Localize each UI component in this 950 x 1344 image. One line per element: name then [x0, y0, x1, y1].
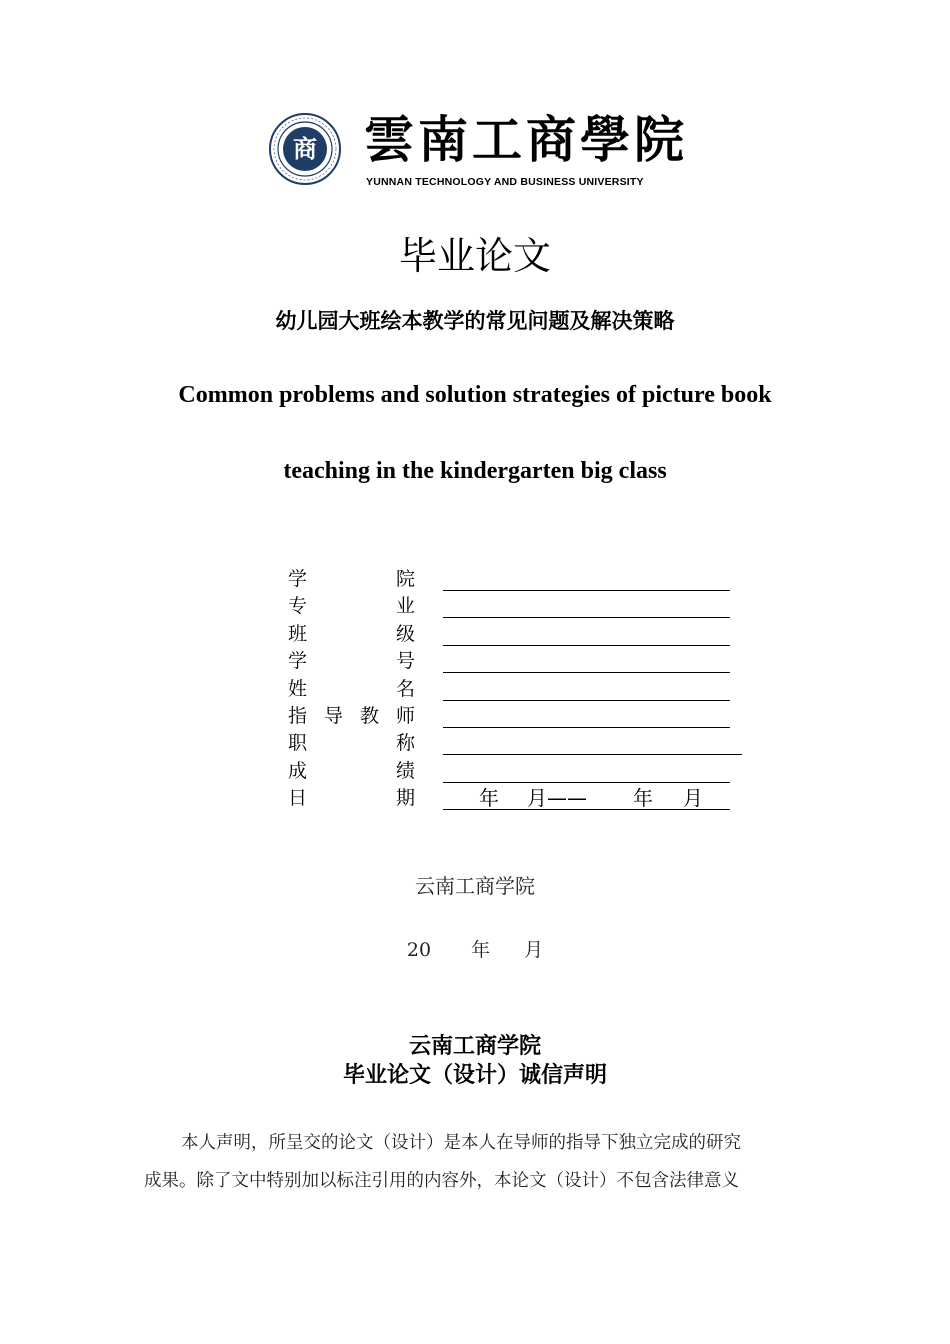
declaration-title-line2: 毕业论文（设计）诚信声明 [342, 1063, 607, 1088]
form-row-major [288, 593, 748, 620]
field-underline [443, 727, 730, 728]
field-underline [443, 809, 730, 810]
seal-character: 商 [293, 134, 317, 163]
form-row-student-id [288, 648, 748, 675]
field-label: 学 号 [288, 650, 416, 673]
declaration-line: 本人声明，所呈交的论文（设计）是本人在导师的指导下独立完成的研究 [181, 1133, 741, 1153]
field-label: 学 院 [288, 568, 416, 590]
school-name-english: YUNNAN TECHNOLOGY AND BUSINESS UNIVERSITY [366, 176, 644, 188]
form-row-college [288, 566, 748, 593]
field-label: 职 称 [288, 732, 416, 755]
university-seal-icon [268, 112, 342, 186]
field-underline [443, 754, 742, 755]
thesis-title-english-line2: teaching in the kindergarten big class [283, 458, 667, 484]
form-row-name [288, 676, 748, 703]
form-row-class [288, 621, 748, 648]
field-label: 日 期 [288, 787, 416, 810]
field-label: 指 导 教 师 [288, 704, 416, 727]
form-row-date: 日 期 年 月—— 年 月 [288, 785, 748, 812]
field-underline [443, 700, 730, 701]
form-row-grade [288, 758, 748, 785]
university-logo [268, 112, 688, 192]
field-label: 姓 名 [288, 677, 416, 700]
thesis-title-english-line1: Common problems and solution strategies of picture book [178, 382, 772, 408]
field-label: 班 级 [288, 622, 416, 645]
footer-date: 20 年 月 [406, 939, 544, 961]
field-label: 专 业 [288, 595, 416, 618]
form-row-title [288, 730, 748, 757]
declaration-body [144, 1124, 808, 1200]
footer-school-name: 云南工商学院 [415, 874, 535, 898]
cover-info-form [288, 566, 748, 813]
field-underline [443, 617, 730, 618]
thesis-title-chinese: 幼儿园大班绘本教学的常见问题及解决策略 [275, 309, 675, 333]
declaration-title-line1: 云南工商学院 [408, 1034, 541, 1059]
field-underline [443, 590, 730, 591]
form-row-advisor [288, 703, 748, 730]
field-label: 成 绩 [288, 759, 416, 782]
main-title: 毕业论文 [398, 234, 551, 278]
field-underline [443, 645, 730, 646]
field-underline [443, 782, 730, 783]
school-name-calligraphy: 雲南工商學院 [364, 110, 688, 169]
field-underline [443, 672, 730, 673]
declaration-line: 成果。除了文中特别加以标注引用的内容外，本论文（设计）不包含法律意义 [144, 1171, 739, 1191]
